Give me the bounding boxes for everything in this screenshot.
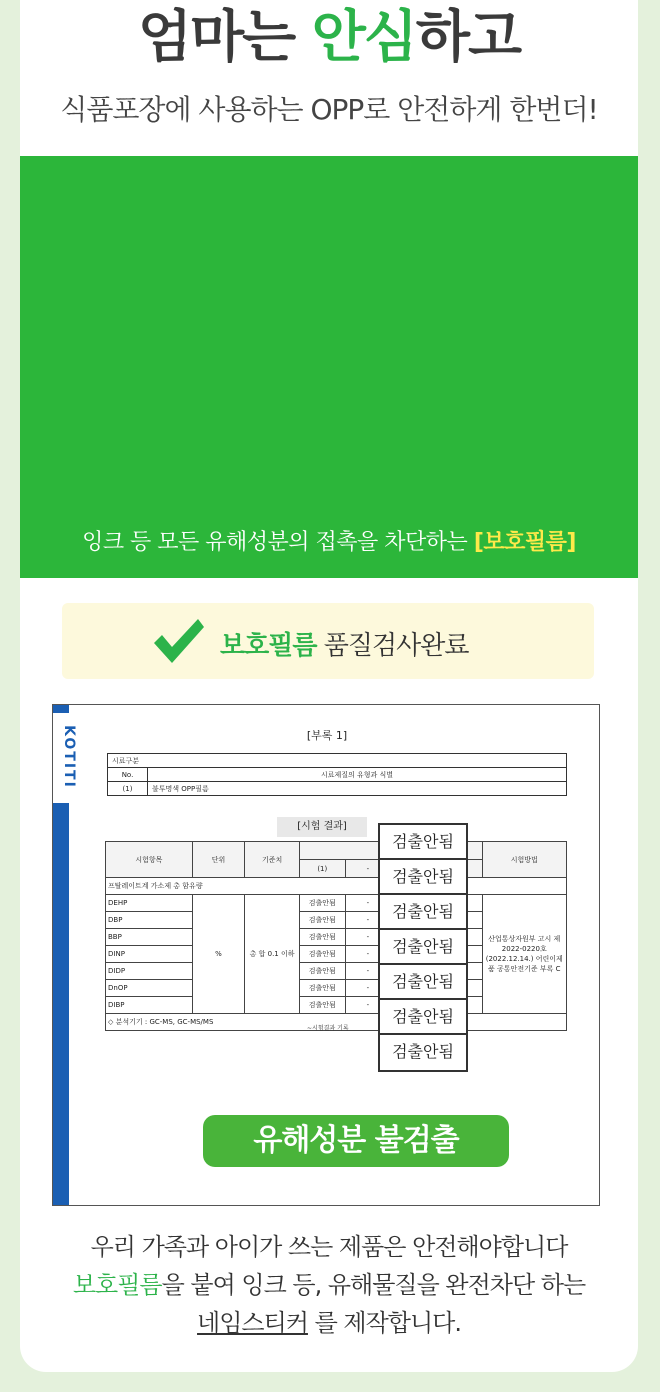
no-harmful-badge: 유해성분 불검출 xyxy=(203,1115,509,1167)
banner-text xyxy=(20,525,638,556)
header-method: 시험방법 xyxy=(482,842,566,878)
bottom-description xyxy=(20,1228,638,1342)
table-row: DnOP 검출안됨 - xyxy=(106,980,567,997)
table-row: DIBP 검출안됨 - xyxy=(106,997,567,1014)
table-row: DBP 검출안됨 - xyxy=(106,912,567,929)
table-row: BBP 검출안됨 - xyxy=(106,929,567,946)
banner-text-main: 잉크 등 모든 유해성분의 접촉을 차단하는 xyxy=(82,530,474,555)
bottom-highlight: 보호필름 xyxy=(72,1271,162,1299)
bottom-underline: 네임스티커 xyxy=(197,1309,308,1337)
unit-cell: % xyxy=(192,895,244,1014)
report-footer: ~시험결과 기록 xyxy=(307,1025,349,1032)
table-row: DEHP % 총 합 0.1 이하 검출안됨 - 산업통상자원부 고시 제2022-0220호 (2022.12.14.) 어린이제품 공통안전기준 부록 C xyxy=(106,895,567,912)
header-standard: 기준치 xyxy=(245,842,300,878)
content-card xyxy=(20,0,638,1372)
bottom-line-1: 우리 가족과 아이가 쓰는 제품은 안전해야합니다 xyxy=(90,1233,568,1261)
not-detected-label: 검출안됨 xyxy=(380,825,466,860)
table-row: DINP 검출안됨 - xyxy=(106,946,567,963)
analysis-note: ◇ 분석기기 : GC-MS, GC-MS/MS xyxy=(106,1014,567,1031)
header-unit: 단위 xyxy=(192,842,244,878)
not-detected-overlay xyxy=(378,823,468,1072)
headline xyxy=(20,2,638,74)
checkmark-icon xyxy=(150,613,206,669)
quality-check-text xyxy=(220,625,468,662)
header-dash: - xyxy=(345,860,391,878)
quality-check-highlight: 보호필름 xyxy=(220,631,317,661)
sample-col-no: No. xyxy=(108,768,148,782)
subtitle: 식품포장에 사용하는 OPP로 안전하게 한번더! xyxy=(60,93,598,126)
headline-part2: 하고 xyxy=(415,5,521,70)
results-title: [시험 결과] xyxy=(277,817,367,837)
not-detected-label: 검출안됨 xyxy=(380,895,466,930)
not-detected-label: 검출안됨 xyxy=(380,1000,466,1035)
sample-col-name: 시료제질의 유형과 식별 xyxy=(148,768,567,782)
header-col1: (1) xyxy=(299,860,345,878)
headline-part1: 엄마는 xyxy=(137,5,312,70)
not-detected-label: 검출안됨 xyxy=(380,930,466,965)
not-detected-label: 검출안됨 xyxy=(380,860,466,895)
banner-highlight: [보호필름] xyxy=(473,530,576,555)
bottom-line-2: 보호필름을 붙여 잉크 등, 유해물질을 완전차단 하는 xyxy=(72,1271,586,1299)
header-item: 시험항목 xyxy=(106,842,193,878)
sample-label: 시료구분 xyxy=(108,754,567,768)
standard-cell: 총 합 0.1 이하 xyxy=(245,895,300,1014)
table-row: DIDP 검출안됨 - xyxy=(106,963,567,980)
method-cell: 산업통상자원부 고시 제2022-0220호 (2022.12.14.) 어린이제품 공통안전기준 부록 C xyxy=(482,895,566,1014)
appendix-title: [부록 1] xyxy=(306,729,348,742)
quality-check-box xyxy=(62,603,594,679)
green-banner xyxy=(20,156,638,578)
test-report-document xyxy=(52,704,600,1206)
headline-highlight: 안심 xyxy=(311,5,416,70)
not-detected-label: 검출안됨 xyxy=(392,1042,454,1061)
group-label: 프탈레이트계 가소제 총 함유량 xyxy=(106,878,567,895)
not-detected-label: 검출안됨 xyxy=(380,965,466,1000)
report-logo-text: KOTITI xyxy=(60,725,77,789)
results-table xyxy=(105,841,567,1031)
sample-row-name: 불투명색 OPP필름 xyxy=(148,782,567,796)
bottom-line-3: 네임스티커 를 제작합니다. xyxy=(197,1309,461,1337)
sample-table xyxy=(107,753,567,796)
sample-row-no: (1) xyxy=(108,782,148,796)
quality-check-label: 품질검사완료 xyxy=(316,631,469,661)
